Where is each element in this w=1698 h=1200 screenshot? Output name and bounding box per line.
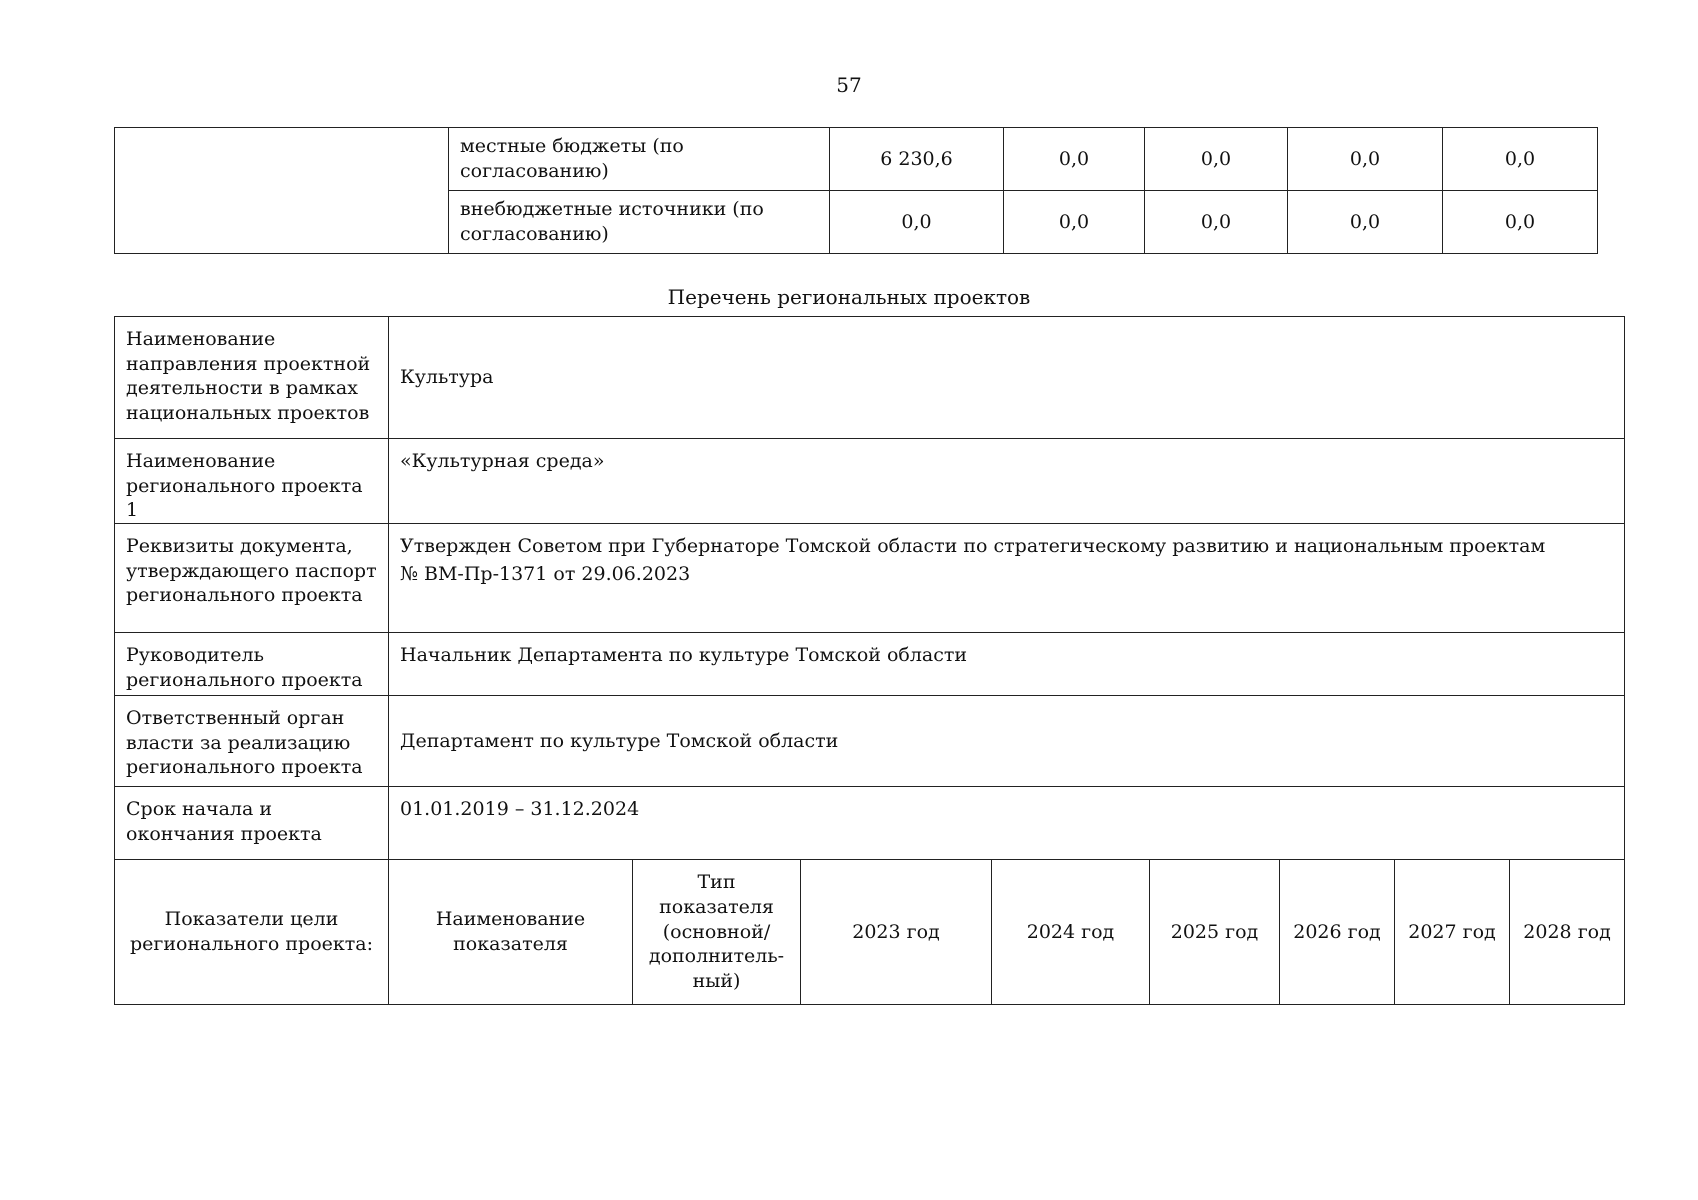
empty-cell [115, 128, 449, 254]
funding-source: внебюджетные источники (по согласованию) [449, 191, 830, 254]
project-name-label: Наименование регионального проекта 1 [115, 439, 389, 524]
funding-value: 0,0 [1004, 128, 1145, 191]
document-row [115, 524, 1625, 633]
head-row [115, 633, 1625, 696]
head-value: Начальник Департамента по культуре Томской области [389, 633, 1625, 696]
head-label: Руководитель регионального проекта [115, 633, 389, 696]
responsible-body-value: Департамент по культуре Томской области [389, 696, 1625, 787]
responsible-body-label: Ответственный орган власти за реализацию регионального проекта [115, 696, 389, 787]
term-value: 01.01.2019 – 31.12.2024 [389, 787, 1625, 860]
year-header: 2028 год [1510, 860, 1625, 1005]
direction-row [115, 317, 1625, 439]
regional-projects-table [114, 316, 1625, 1005]
year-header: 2025 год [1150, 860, 1280, 1005]
year-header: 2026 год [1280, 860, 1395, 1005]
direction-label: Наименование направления проектной деятельности в рамках национальных проектов [115, 317, 389, 439]
page-number: 57 [836, 73, 862, 97]
term-row [115, 787, 1625, 860]
funding-value: 0,0 [1288, 191, 1443, 254]
document-value [389, 524, 1625, 633]
funding-value: 0,0 [1443, 191, 1598, 254]
funding-value: 0,0 [1443, 128, 1598, 191]
indicators-header-row [115, 860, 1625, 1005]
direction-value: Культура [389, 317, 1625, 439]
indicator-name-header: Наименование показателя [389, 860, 633, 1005]
document-label: Реквизиты документа, утверждающего паспорт регионального проекта [115, 524, 389, 633]
funding-value: 0,0 [830, 191, 1004, 254]
funding-value: 6 230,6 [830, 128, 1004, 191]
indicators-goal-label: Показатели цели регионального проекта: [115, 860, 389, 1005]
section-title: Перечень региональных проектов [667, 285, 1031, 309]
funding-value: 0,0 [1145, 191, 1288, 254]
funding-value: 0,0 [1004, 191, 1145, 254]
indicator-type-header: Тип показателя (основной/ дополнитель-ный) [633, 860, 801, 1005]
responsible-body-row [115, 696, 1625, 787]
document-value-line2: № ВМ-Пр-1371 от 29.06.2023 [400, 562, 691, 585]
year-header: 2024 год [992, 860, 1150, 1005]
year-header: 2023 год [801, 860, 992, 1005]
funding-table [114, 127, 1598, 254]
year-header: 2027 год [1395, 860, 1510, 1005]
document-value-line1: Утвержден Советом при Губернаторе Томской области по стратегическому развитию и национальным проектам [400, 535, 1546, 558]
project-name-row [115, 439, 1625, 524]
funding-value: 0,0 [1288, 128, 1443, 191]
project-name-value: «Культурная среда» [389, 439, 1625, 524]
funding-source: местные бюджеты (по согласованию) [449, 128, 830, 191]
term-label: Срок начала и окончания проекта [115, 787, 389, 860]
funding-row-local [115, 128, 1598, 191]
funding-value: 0,0 [1145, 128, 1288, 191]
